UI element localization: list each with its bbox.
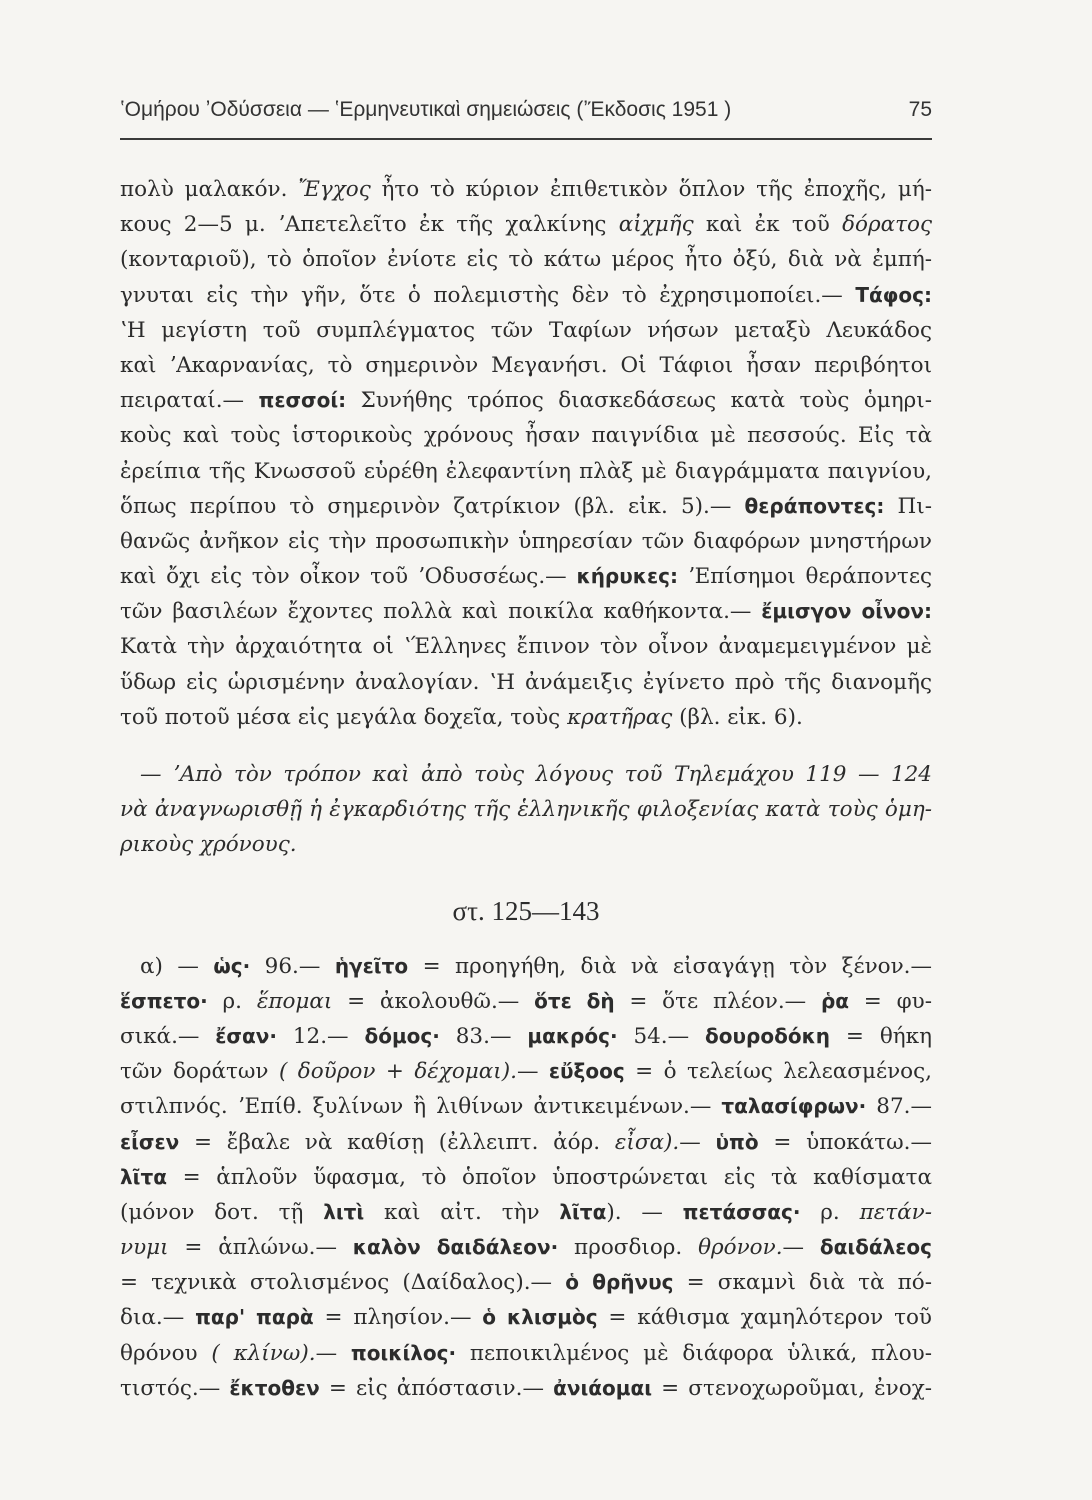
text-run: = ἁπλοῦν ὕφασμα, τὸ ὁποῖον ὑποστρώνεται εἰς τὰ καθίσματα bbox=[166, 1164, 932, 1190]
italic-term: αἰχμῆς bbox=[618, 212, 694, 238]
italic-term: νὰ ἀναγνωρισθῇ ἡ ἐγκαρδιότης τῆς ἑλληνικῆς φιλοξενίας κατὰ τοὺς ὁμη- bbox=[120, 797, 932, 823]
lemma: ἔκτοθεν bbox=[229, 1375, 320, 1400]
lemma: ἔμισγον οἶνον: bbox=[761, 599, 933, 624]
text-run: σικά.— bbox=[120, 1023, 216, 1049]
text-line bbox=[120, 700, 932, 735]
lemma: εἶσεν bbox=[120, 1129, 180, 1154]
italic-term: πετάν- bbox=[859, 1199, 932, 1225]
lemma: ποικίλος· bbox=[350, 1340, 457, 1365]
text-line bbox=[120, 313, 932, 348]
italic-term: ρικοὺς χρόνους. bbox=[120, 832, 297, 858]
italic-term: — ʼΑπὸ τὸν τρόπον καὶ ἀπὸ τοὺς λόγους τοῦ Τηλεμάχου 119 — 124 bbox=[140, 762, 932, 787]
text-line bbox=[120, 207, 932, 242]
text-run: — bbox=[516, 1059, 549, 1085]
lemma: ἡγεῖτο bbox=[334, 953, 409, 978]
text-run: α) — bbox=[140, 953, 214, 979]
text-run: κους 2—5 μ. ʼΑπετελεῖτο ἐκ τῆς χαλκίνης bbox=[120, 212, 619, 238]
text-line bbox=[120, 949, 932, 984]
lemma: ὁ κλισμὸς bbox=[482, 1305, 598, 1330]
header-rule bbox=[120, 138, 932, 140]
paragraph-gap bbox=[120, 735, 932, 757]
text-line bbox=[120, 594, 932, 629]
text-run: τῶν δοράτων bbox=[120, 1059, 279, 1085]
text-run: = στενοχωροῦμαι, ἐνοχ- bbox=[652, 1375, 932, 1401]
text-run: γνυται εἰς τὴν γῆν, ὅτε ὁ πολεμιστὴς δὲν τὸ ἐχρησιμοποίει.— bbox=[120, 282, 856, 308]
italic-term: εἶσα). bbox=[614, 1129, 680, 1155]
text-run: κοὺς καὶ τοὺς ἱστορικοὺς χρόνους ἦσαν παιγνίδια μὲ πεσσούς. Εἰς τὰ bbox=[120, 423, 932, 449]
lemma: λιτὶ bbox=[323, 1199, 365, 1224]
text-run: ʽΗ μεγίστη τοῦ συμπλέγματος τῶν Ταφίων νήσων μεταξὺ Λευκάδος bbox=[120, 317, 932, 343]
text-line bbox=[120, 665, 932, 700]
text-line bbox=[120, 629, 932, 664]
text-run: τιστός.— bbox=[120, 1375, 230, 1401]
body-text bbox=[120, 172, 932, 1406]
text-run: (βλ. εἰκ. 6). bbox=[672, 704, 803, 730]
text-run: = ἔβαλε νὰ καθίσῃ (ἐλλειπτ. ἀόρ. bbox=[179, 1129, 615, 1155]
text-line bbox=[120, 383, 932, 418]
text-line bbox=[120, 792, 932, 827]
text-line bbox=[120, 524, 932, 559]
commentary-paragraph bbox=[120, 172, 932, 735]
text-line bbox=[120, 1371, 932, 1406]
section-title: στ. 125—143 bbox=[452, 895, 600, 926]
italic-term: θρόνον. bbox=[698, 1235, 783, 1261]
italic-term: Ἔγχος bbox=[298, 177, 371, 202]
text-run: = πλησίον.— bbox=[313, 1305, 483, 1331]
text-line bbox=[120, 489, 932, 524]
text-line bbox=[120, 984, 932, 1019]
lemma: καλὸν δαιδάλεον· bbox=[352, 1235, 559, 1260]
text-run: καὶ ὄχι εἰς τὸν οἶκον τοῦ ʼΟδυσσέως.— bbox=[120, 564, 577, 590]
text-run: Συνήθης τρόπος διασκεδάσεως κατὰ τοὺς ὁμηρι- bbox=[346, 388, 932, 414]
text-line bbox=[120, 242, 932, 277]
text-line bbox=[120, 454, 932, 489]
lemma: ἕσπετο· bbox=[120, 988, 208, 1013]
italic-term: ( δοῦρον + δέχομαι). bbox=[278, 1059, 517, 1085]
text-run: 54.— bbox=[617, 1023, 706, 1049]
lemma: δαιδάλεος bbox=[819, 1235, 932, 1260]
text-run: = φυ- bbox=[849, 988, 932, 1014]
italic-term: ἕπομαι bbox=[256, 988, 333, 1014]
text-run: — bbox=[679, 1129, 716, 1155]
text-run: ρ. bbox=[800, 1199, 860, 1225]
lemma: θεράποντες: bbox=[744, 493, 885, 518]
text-line bbox=[120, 1265, 932, 1300]
text-line bbox=[120, 1125, 932, 1160]
lemma: ἔσαν· bbox=[215, 1023, 277, 1048]
text-line bbox=[120, 1300, 932, 1335]
text-run: καὶ ἐκ τοῦ bbox=[693, 212, 843, 238]
text-line bbox=[120, 1160, 932, 1195]
running-header bbox=[120, 98, 932, 122]
text-line bbox=[120, 1230, 932, 1265]
text-run: (κονταριοῦ), τὸ ὁποῖον ἐνίοτε εἰς τὸ κάτω μέρος ἦτο ὀξύ, διὰ νὰ ἐμπή- bbox=[120, 247, 932, 273]
text-line bbox=[120, 1195, 932, 1230]
text-run: 96.— bbox=[250, 953, 335, 979]
text-run: ʼΕπίσημοι θεράποντες bbox=[677, 564, 932, 590]
italic-term: κρατῆρας bbox=[567, 704, 673, 730]
text-run: 12.— bbox=[276, 1023, 365, 1049]
text-run: = ὑποκάτω.— bbox=[758, 1129, 933, 1155]
page-number: 75 bbox=[908, 98, 932, 121]
text-run: 87.— bbox=[866, 1094, 932, 1120]
lemma: ταλασίφρων· bbox=[721, 1094, 867, 1119]
italic-term: νυμι bbox=[120, 1235, 169, 1261]
lemma: ὁ θρῆνυς bbox=[565, 1270, 674, 1295]
text-run: θανῶς ἀνῆκον εἰς τὴν προσωπικὴν ὑπηρεσίαν τῶν διαφόρων μνηστήρων bbox=[120, 528, 932, 554]
text-run: = ὅτε πλέον.— bbox=[614, 988, 821, 1014]
lemma: λῖτα bbox=[120, 1164, 167, 1189]
text-run: ὕδωρ εἰς ὡρισμένην ἀναλογίαν. ʽΗ ἀνάμειξις ἐγίνετο πρὸ τῆς διανομῆς bbox=[120, 669, 932, 695]
lemma: ῥα bbox=[820, 988, 850, 1013]
text-run: ρ. bbox=[207, 988, 257, 1014]
text-run: ). — bbox=[606, 1199, 683, 1225]
text-run: καὶ ʼΑκαρνανίας, τὸ σημερινὸν Μεγανήσι. Οἱ Τάφιοι ἦσαν περιβόητοι bbox=[120, 352, 932, 378]
text-run: = σκαμνὶ διὰ τὰ πό- bbox=[673, 1270, 932, 1296]
text-run: = τεχνικὰ στολισμένος (Δαίδαλος).— bbox=[120, 1270, 566, 1296]
text-run: καὶ αἰτ. τὴν bbox=[364, 1199, 560, 1225]
text-run: θρόνου bbox=[120, 1340, 212, 1366]
lemma: λῖτα bbox=[559, 1199, 607, 1224]
lemma: Τάφος: bbox=[855, 282, 932, 307]
lemma: ἀνιάομαι bbox=[553, 1375, 652, 1400]
italic-term: δόρατος bbox=[842, 212, 932, 238]
lemma: πετάσσας· bbox=[682, 1199, 801, 1224]
text-run: = θήκη bbox=[830, 1023, 932, 1049]
text-line bbox=[120, 559, 932, 594]
remark-paragraph bbox=[120, 757, 932, 863]
text-run: — bbox=[782, 1235, 820, 1261]
text-line bbox=[120, 1336, 932, 1371]
text-run: τοῦ ποτοῦ μέσα εἰς μεγάλα δοχεῖα, τοὺς bbox=[120, 704, 568, 730]
text-run: πεποικιλμένος μὲ διάφορα ὑλικά, πλου- bbox=[456, 1340, 932, 1366]
text-line bbox=[120, 827, 932, 862]
text-run: = ὁ τελείως λελεασμένος, bbox=[624, 1059, 932, 1085]
text-run: δια.— bbox=[120, 1305, 196, 1331]
text-run: 83.— bbox=[439, 1023, 528, 1049]
text-line bbox=[120, 1089, 932, 1124]
text-run: ἦτο τὸ κύριον ἐπιθετικὸν ὅπλον τῆς ἐποχῆς, μή- bbox=[370, 177, 932, 202]
lemma: παρ' παρὰ bbox=[195, 1305, 314, 1330]
text-run: ἐρείπια τῆς Κνωσσοῦ εὑρέθη ἐλεφαντίνη πλὰξ μὲ διαγράμματα παιγνίου, bbox=[120, 458, 932, 484]
text-run: προσδιορ. bbox=[558, 1235, 699, 1261]
text-run: = κάθισμα χαμηλότερον τοῦ bbox=[597, 1305, 932, 1331]
text-run: πειραταί.— bbox=[120, 388, 259, 414]
lemma: πεσσοί: bbox=[258, 388, 347, 413]
text-line bbox=[120, 348, 932, 383]
lemma: μακρός· bbox=[527, 1023, 618, 1048]
glossary-notes bbox=[120, 949, 932, 1406]
italic-term: ( κλίνω). bbox=[211, 1340, 316, 1366]
lemma: δουροδόκη bbox=[705, 1023, 831, 1048]
text-run: Πι- bbox=[884, 493, 932, 519]
text-line bbox=[120, 1019, 932, 1054]
text-run: πολὺ μαλακόν. bbox=[120, 177, 299, 202]
text-run: = εἰς ἀπόστασιν.— bbox=[319, 1375, 554, 1401]
text-line bbox=[120, 1054, 932, 1089]
lemma: εὔξοος bbox=[548, 1059, 625, 1084]
text-run: = ἀκολουθῶ.— bbox=[332, 988, 535, 1014]
text-run: = ἁπλώνω.— bbox=[168, 1235, 353, 1261]
text-run: στιλπνός. ʼΕπίθ. ξυλίνων ἢ λιθίνων ἀντικειμένων.— bbox=[120, 1094, 722, 1120]
text-run: — bbox=[315, 1340, 351, 1366]
lemma: δόμος· bbox=[364, 1023, 440, 1048]
lemma: κήρυκες: bbox=[576, 564, 678, 589]
lemma: ὡς· bbox=[213, 953, 251, 978]
text-line bbox=[120, 172, 932, 207]
text-run: = προηγήθη, διὰ νὰ εἰσαγάγῃ τὸν ξένον.— bbox=[408, 953, 932, 979]
text-line bbox=[120, 418, 932, 453]
lemma: ὑπὸ bbox=[715, 1129, 759, 1154]
text-run: Κατὰ τὴν ἀρχαιότητα οἱ ʽΈλληνες ἔπινον τὸν οἶνον ἀναμεμειγμένον μὲ bbox=[120, 634, 932, 660]
text-run: ὅπως περίπου τὸ σημερινὸν ζατρίκιον (βλ. εἰκ. 5).— bbox=[120, 493, 745, 519]
lemma: ὅτε δὴ bbox=[534, 988, 615, 1013]
text-run: (μόνον δοτ. τῇ bbox=[120, 1199, 324, 1225]
text-run: τῶν βασιλέων ἔχοντες πολλὰ καὶ ποικίλα καθήκοντα.— bbox=[120, 599, 762, 625]
header-title: ʽΟμήρου ʼΟδύσσεια — ʽΕρμηνευτικαὶ σημειώσεις (ʼΈκδοσις 1951 ) bbox=[120, 98, 732, 121]
text-line bbox=[120, 278, 932, 313]
text-line bbox=[120, 757, 932, 792]
